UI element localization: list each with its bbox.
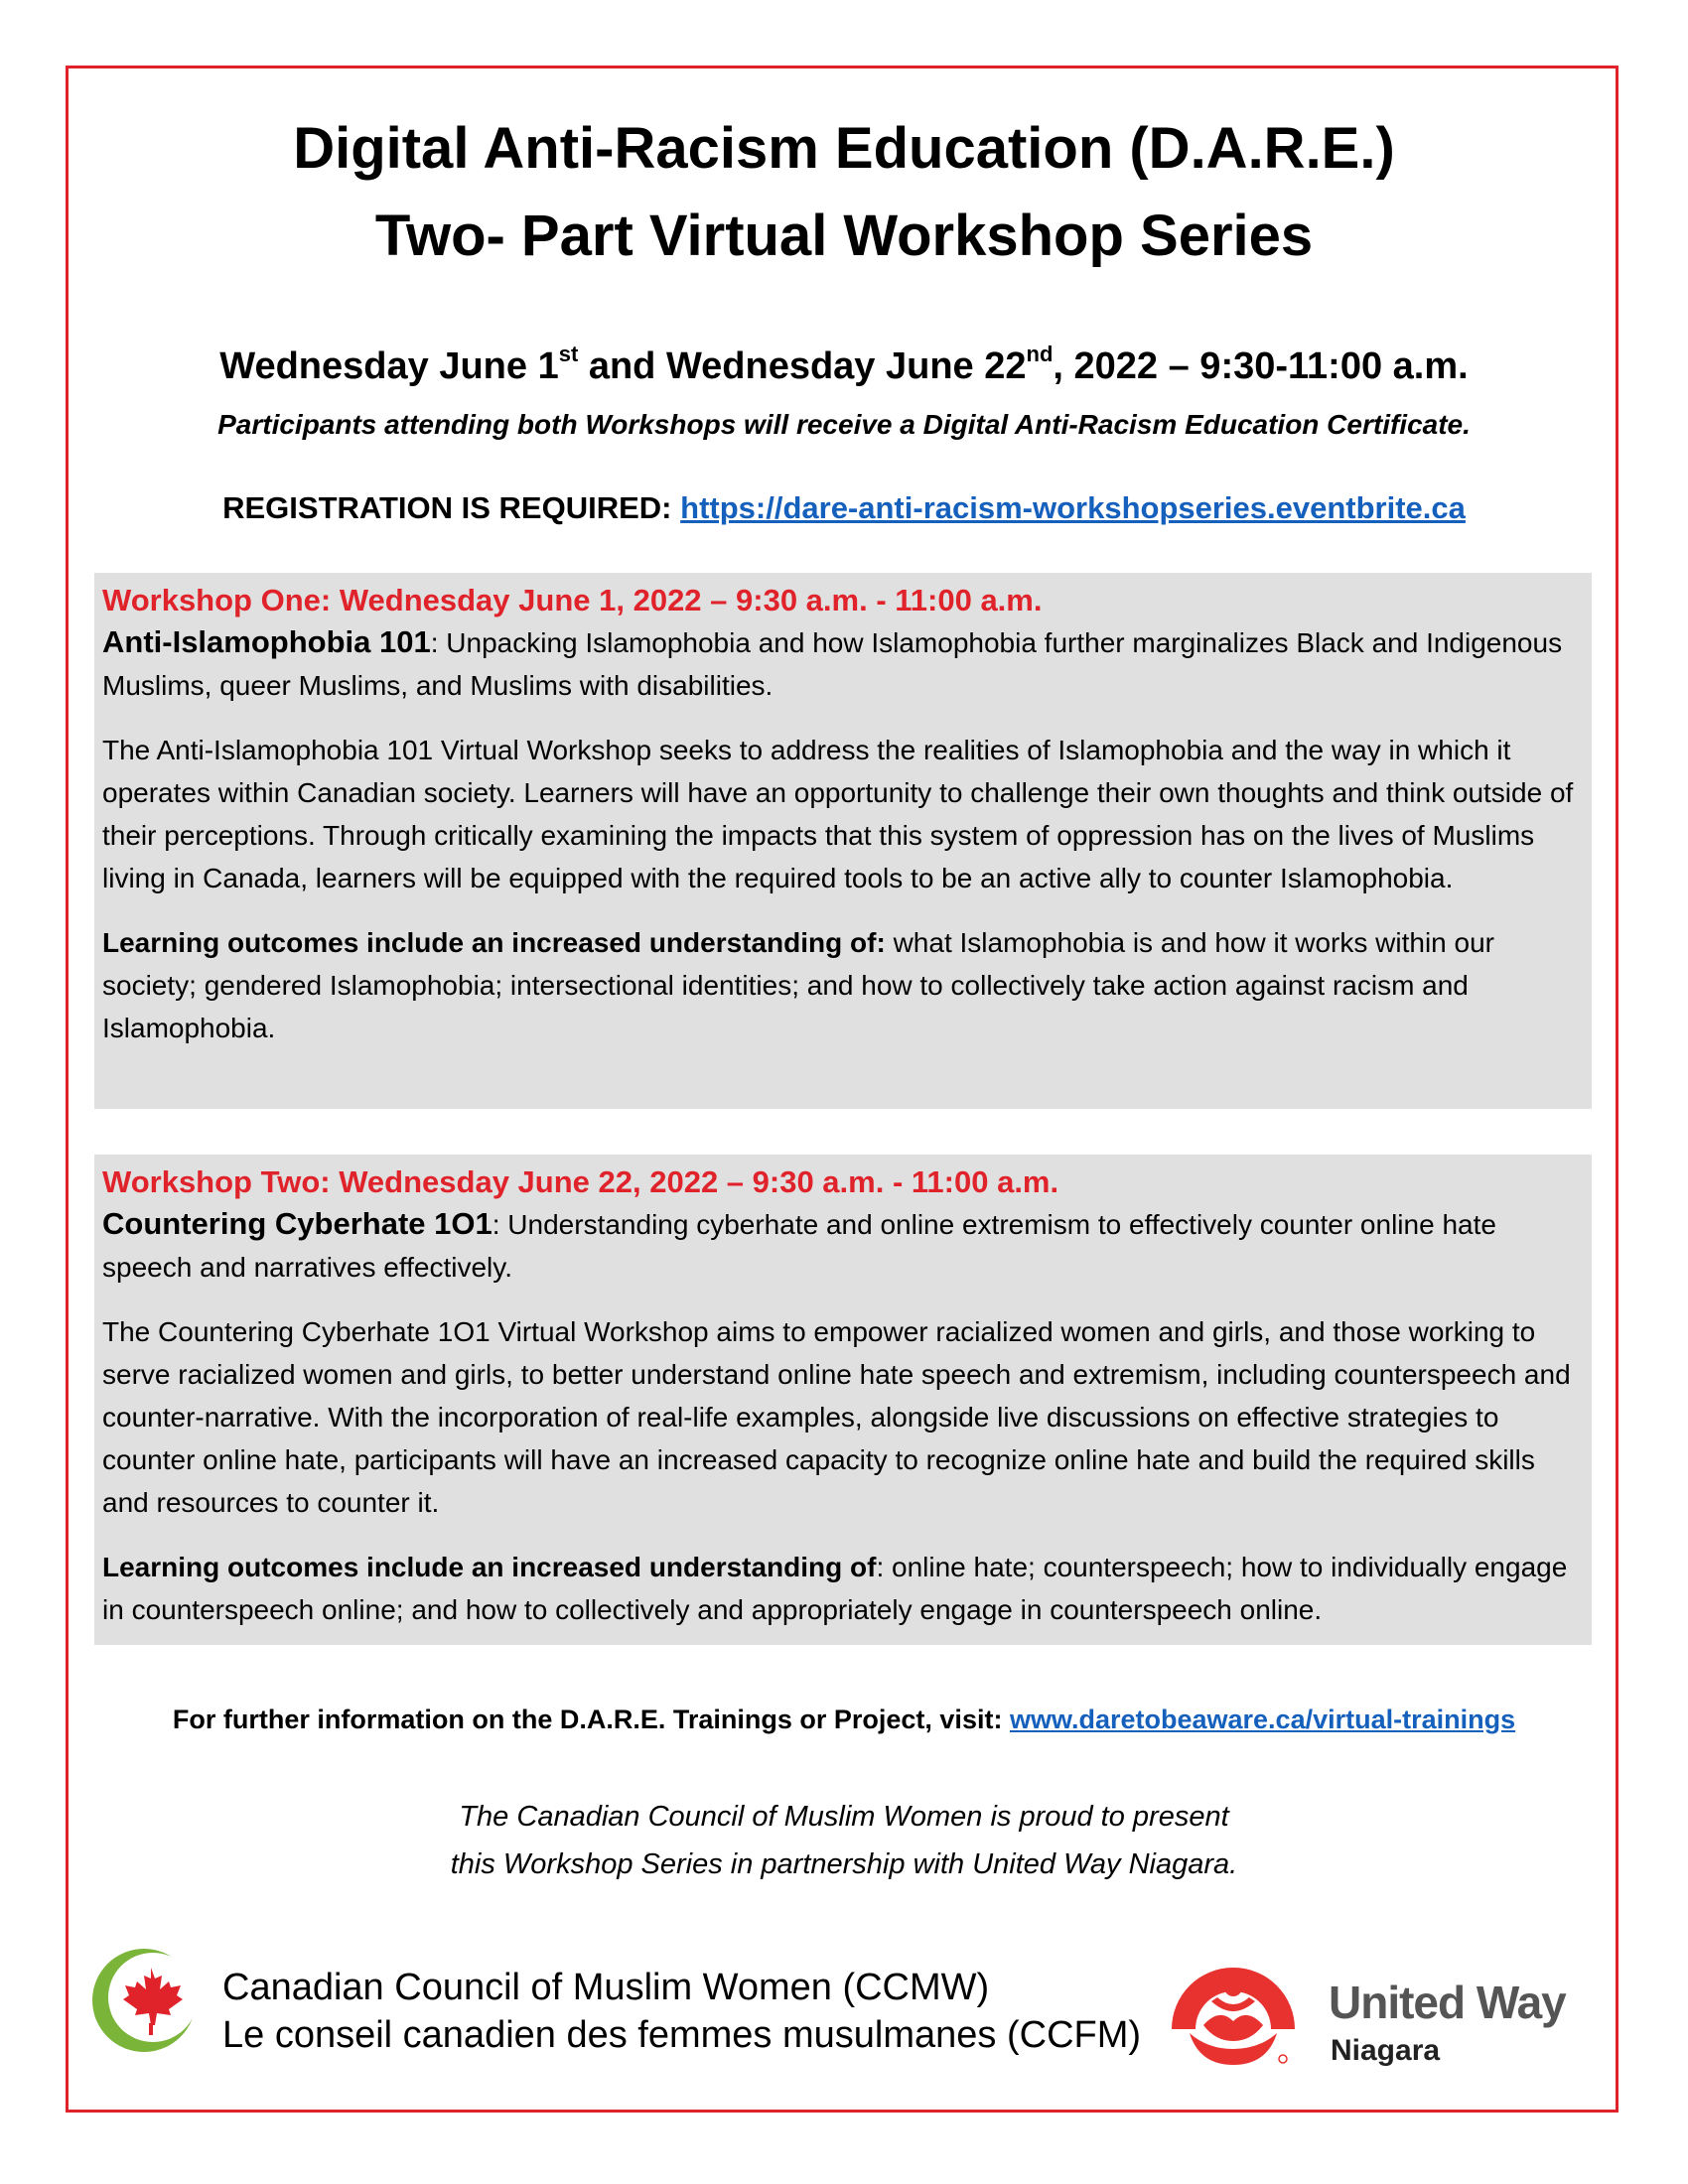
date-suffix-1: st [558, 341, 579, 366]
workshop-two-summary [102, 1202, 1584, 1289]
ccmw-wordmark [222, 1964, 1141, 2059]
workshop-one-description: The Anti-Islamophobia 101 Virtual Workshop seeks to address the realities of Islamophobia and the way in which it operates within Canadian society. Learners will have an opportunity to challenge their own thoughts and think outside of their perceptions. Through critically examining the impacts that this system of oppression has on the lives of Muslims living in Canada, learners will be equipped with the required tools to be an active ally to counter Islamophobia. [102, 735, 1574, 893]
workshop-one-section [94, 573, 1592, 1109]
workshop-two-heading: Workshop Two: Wednesday June 22, 2022 – 9:30 a.m. - 11:00 a.m. [102, 1164, 1059, 1199]
workshop-one-tagline: : Unpacking Islamophobia and how Islamophobia further marginalizes Black and Indigenous Muslims, queer Muslims, and Muslims with disabilities. [102, 627, 1563, 701]
workshop-two-outcomes-text: : online hate; counterspeech; how to individually engage in counterspeech online; and how to collectively and appropriately engage in counterspeech online. [102, 1552, 1568, 1625]
further-info-label: For further information on the D.A.R.E. Trainings or Project, visit: [172, 1705, 1003, 1734]
date-suffix-2: nd [1026, 341, 1054, 366]
workshop-two-outcomes-label: Learning outcomes include an increased understanding of [102, 1552, 877, 1582]
certificate-note: Participants attending both Workshops will receive a Digital Anti-Racism Education Certificate. [217, 409, 1471, 440]
date-part-1: Wednesday June 1 [219, 345, 559, 387]
united-way-name: United Way [1329, 1977, 1566, 2028]
registration-label: REGISTRATION IS REQUIRED: [222, 490, 672, 525]
workshop-two-tagline: : Understanding cyberhate and online extremism to effectively counter online hate speech and narratives effectively. [102, 1209, 1496, 1283]
further-info-line [70, 1705, 1618, 1735]
workshop-two-name: Countering Cyberhate 1O1 [102, 1206, 492, 1241]
date-part-2: and Wednesday June 22 [578, 345, 1027, 387]
workshop-one-heading: Workshop One: Wednesday June 1, 2022 – 9:30 a.m. - 11:00 a.m. [102, 583, 1043, 617]
ccmw-name-french: Le conseil canadien des femmes musulmanes (CCFM) [222, 2014, 1142, 2056]
further-info-link[interactable]: www.daretobeaware.ca/virtual-trainings [1009, 1705, 1516, 1734]
workshop-one-summary [102, 620, 1584, 707]
registration-line [70, 490, 1618, 526]
united-way-region: Niagara [1331, 2034, 1441, 2067]
title-line-2: Two- Part Virtual Workshop Series [374, 204, 1314, 268]
united-way-logo-icon [1160, 1926, 1307, 2073]
date-part-3: , 2022 – 9:30-11:00 a.m. [1053, 345, 1469, 387]
ccmw-name-english: Canadian Council of Muslim Women (CCMW) [222, 1967, 990, 2008]
registration-link[interactable]: https://dare-anti-racism-workshopseries.eventbrite.ca [680, 490, 1466, 525]
workshop-one-name: Anti-Islamophobia 101 [102, 624, 431, 659]
page-title [70, 105, 1618, 280]
partnership-statement [70, 1793, 1618, 1888]
event-dates [70, 341, 1618, 388]
workshop-one-outcomes-label: Learning outcomes include an increased understanding of: [102, 927, 886, 958]
workshop-two-outcomes [102, 1546, 1584, 1631]
workshop-two-section [94, 1155, 1592, 1645]
title-line-1: Digital Anti-Racism Education (D.A.R.E.) [293, 116, 1395, 181]
workshop-one-outcomes [102, 921, 1584, 1049]
workshop-one-outcomes-text: what Islamophobia is and how it works within our society; gendered Islamophobia; intersectional identities; and how to collectively take action against racism and Islamophobia. [102, 927, 1494, 1043]
partnership-line-2: this Workshop Series in partnership with United Way Niagara. [450, 1848, 1238, 1880]
workshop-two-description: The Countering Cyberhate 1O1 Virtual Workshop aims to empower racialized women and girls, and those working to serve racialized women and girls, to better understand online hate speech and extremism, including counterspeech and counter-narrative. With the incorporation of real-life examples, alongside live discussions on effective strategies to counter online hate, participants will have an increased capacity to recognize online hate and build the required skills and resources to counter it. [102, 1316, 1571, 1518]
ccmw-logo-icon [89, 1946, 199, 2055]
partnership-line-1: The Canadian Council of Muslim Women is proud to present [459, 1801, 1229, 1833]
